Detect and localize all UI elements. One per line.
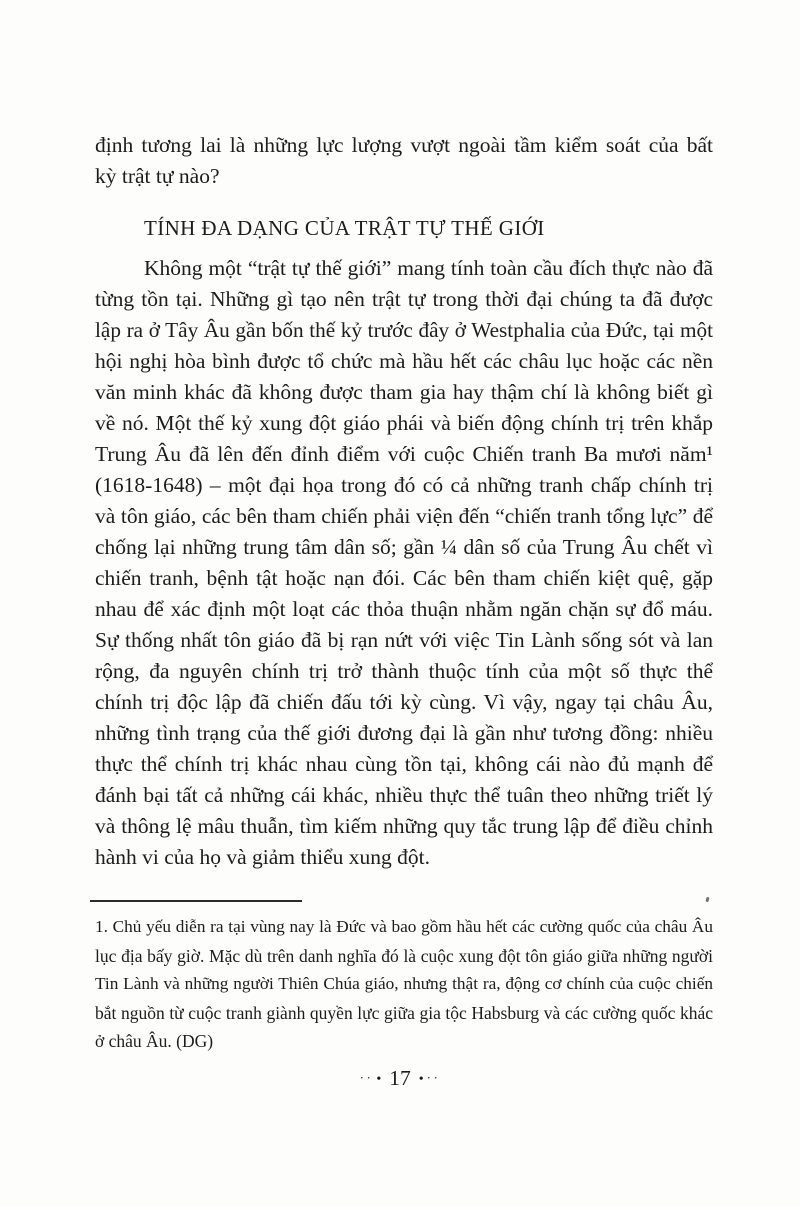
section-heading: TÍNH ĐA DẠNG CỦA TRẬT TỰ THẾ GIỚI xyxy=(144,216,545,240)
body-text-line: chiến tranh, bệnh tật hoặc nạn đói. Các bên tham chiến kiệt quệ, gặp xyxy=(95,566,713,590)
body-text-line: về nó. Một thế kỷ xung đột giáo phái và biến động chính trị trên khắp xyxy=(95,411,713,435)
text-block xyxy=(95,130,713,1056)
page-number: 17 xyxy=(389,1066,411,1090)
body-text-line: Trung Âu đã lên đến đỉnh điểm với cuộc Chiến tranh Ba mươi năm¹ xyxy=(95,442,713,466)
body-text-line: kỳ trật tự nào? xyxy=(95,164,220,188)
body-text-line: rộng, đa nguyên chính trị trở thành thuộc tính của một số thực thể xyxy=(95,659,713,683)
footnote-line: Tin Lành và những người Thiên Chúa giáo, nhưng thật ra, động cơ chính của cuộc chiến xyxy=(95,974,713,993)
body-text-line: chống lại những trung tâm dân số; gần ¼ dân số của Trung Âu chết vì xyxy=(95,535,713,559)
footer-bullet-left: • xyxy=(376,1072,382,1087)
footnote-separator xyxy=(90,900,302,902)
body-text-line: từng tồn tại. Những gì tạo nên trật tự trong thời đại chúng ta đã được xyxy=(95,287,713,311)
footer-dots-right: ·· xyxy=(426,1070,441,1085)
footnote-block xyxy=(95,913,713,1056)
body-text-line: và thông lệ mâu thuẫn, tìm kiếm những quy tắc trung lập để điều chỉnh xyxy=(95,814,713,838)
footer-dots-left: ·· xyxy=(359,1070,374,1085)
body-text-line: văn minh khác đã không được tham gia hay thậm chí là không biết gì xyxy=(95,380,713,404)
body-text-line: chính trị độc lập đã chiến đấu tới kỳ cùng. Vì vậy, ngay tại châu Âu, xyxy=(95,690,713,714)
body-text-line: hội nghị hòa bình được tổ chức mà hầu hết các châu lục hoặc các nền xyxy=(95,349,713,373)
footnote-line: ở châu Âu. (DG) xyxy=(95,1031,214,1051)
footnote-line: lục địa bấy giờ. Mặc dù trên danh nghĩa đó là cuộc xung đột tôn giáo giữa những người xyxy=(95,945,713,966)
body-text-line: và tôn giáo, các bên tham chiến phải viện đến “chiến tranh tổng lực” để xyxy=(95,504,713,528)
body-text-line: nhau để xác định một loạt các thỏa thuận nhằm ngăn chặn sự đổ máu. xyxy=(95,597,713,621)
body-text-line: thực thể chính trị khác nhau cùng tồn tại, không cái nào đủ mạnh để xyxy=(95,752,713,776)
body-text-line: đánh bại tất cả những cái khác, nhiều thực thể tuân theo những triết lý xyxy=(95,783,713,807)
body-text-line: Sự thống nhất tôn giáo đã bị rạn nứt với việc Tin Lành sống sót và lan xyxy=(95,628,713,652)
footer-bullet-right: • xyxy=(418,1072,424,1087)
body-text-line: lập ra ở Tây Âu gần bốn thế kỷ trước đây ở Westphalia của Đức, tại một xyxy=(95,318,713,342)
body-text-line: định tương lai là những lực lượng vượt ngoài tầm kiểm soát của bất xyxy=(95,133,713,157)
body-text-line: Không một “trật tự thế giới” mang tính toàn cầu đích thực nào đã xyxy=(144,256,713,280)
footnote-line: bắt nguồn từ cuộc tranh giành quyền lực giữa gia tộc Habsburg và các cường quốc khác xyxy=(95,1002,713,1023)
body-text-line: (1618-1648) – một đại họa trong đó có cả những tranh chấp chính trị xyxy=(95,473,713,497)
page-footer xyxy=(0,1066,800,1091)
body-text-line: những tình trạng của thế giới đương đại là gần như tương đồng: nhiều xyxy=(95,721,713,745)
footnote-line: 1. Chủ yếu diễn ra tại vùng nay là Đức và bao gồm hầu hết các cường quốc của châu Âu xyxy=(95,917,713,936)
body-text-line: hành vi của họ và giảm thiểu xung đột. xyxy=(95,845,430,869)
